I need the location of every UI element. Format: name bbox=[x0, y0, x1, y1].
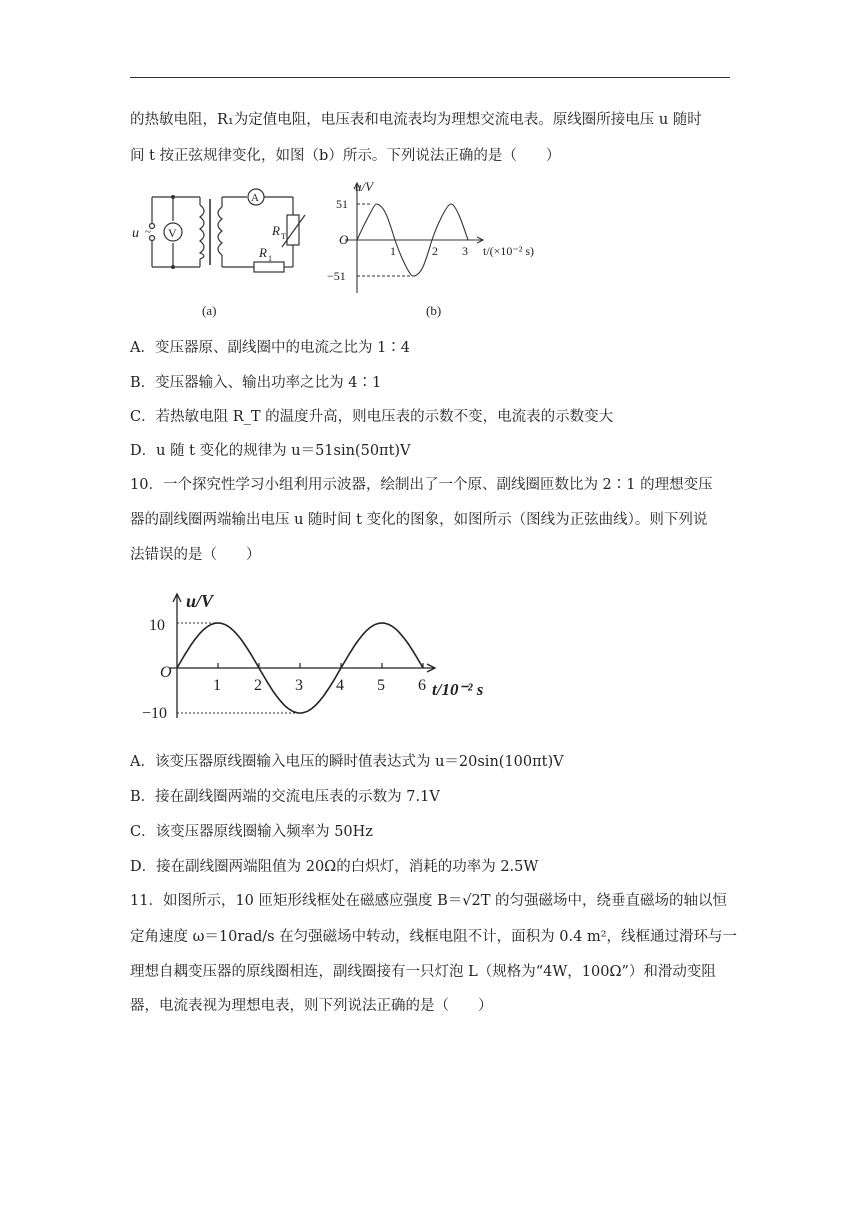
caption-b: (b) bbox=[426, 303, 442, 318]
ammeter-label: A bbox=[251, 192, 259, 204]
intro-line-2: 间 t 按正弦规律变化，如图（b）所示。下列说法正确的是（ ） bbox=[130, 148, 561, 164]
voltmeter-label: V bbox=[168, 226, 177, 240]
q11-line-3: 理想自耦变压器的原线圈相连，副线圈接有一只灯泡 L（规格为“4W，100Ω”）和滑动变阻 bbox=[130, 964, 716, 980]
graph-b-xtick-2: 2 bbox=[432, 244, 438, 258]
q10-line-2: 器的副线圈两端输出电压 u 随时间 t 变化的图象，如图所示（图线为正弦曲线）。则下列说 bbox=[130, 512, 708, 528]
chart-xtick-label-4: 4 bbox=[336, 677, 344, 694]
graph-b-origin: O bbox=[339, 232, 349, 247]
chart-ytick-neg: −10 bbox=[142, 705, 168, 722]
rt-subscript: T bbox=[281, 232, 286, 241]
label-u: u bbox=[132, 226, 139, 241]
q11-line-4: 器，电流表视为理想电表，则下列说法正确的是（ ） bbox=[130, 998, 493, 1014]
chart-xtick-label-5: 5 bbox=[377, 677, 385, 694]
r1-subscript: 1 bbox=[268, 254, 272, 263]
chart-xtick-label-1: 1 bbox=[213, 677, 221, 694]
r1-label: R bbox=[259, 245, 267, 260]
graph-b-xtick-1: 1 bbox=[390, 244, 396, 258]
tilde-symbol: ~ bbox=[145, 226, 151, 238]
chart-xlabel: t/10⁻² s bbox=[432, 680, 484, 699]
rt-label: R bbox=[272, 223, 280, 238]
chart-origin: O bbox=[160, 664, 172, 681]
chart-ylabel: u/V bbox=[186, 591, 214, 611]
q10-option-c: C．该变压器原线圈输入频率为 50Hz bbox=[130, 824, 373, 840]
q10-option-a: A．该变压器原线圈输入电压的瞬时值表达式为 u＝20sin(100πt)V bbox=[130, 754, 564, 770]
circuit-diagram-a bbox=[130, 185, 330, 285]
chart-xtick-label-2: 2 bbox=[254, 677, 262, 694]
q10-line-3: 法错误的是（ ） bbox=[130, 547, 261, 563]
q10-sine-chart bbox=[140, 585, 510, 725]
q9-option-a: A．变压器原、副线圈中的电流之比为 1∶4 bbox=[130, 340, 411, 356]
sine-graph-b bbox=[315, 175, 575, 300]
q10-option-b: B．接在副线圈两端的交流电压表的示数为 7.1V bbox=[130, 789, 440, 805]
q9-option-c: C．若热敏电阻 R_T 的温度升高，则电压表的示数不变，电流表的示数变大 bbox=[130, 409, 614, 425]
intro-line-1: 的热敏电阻，R₁为定值电阻，电压表和电流表均为理想交流电表。原线圈所接电压 u 随时 bbox=[130, 112, 702, 128]
chart-xtick-label-3: 3 bbox=[295, 677, 303, 694]
graph-b-ylabel: u/V bbox=[355, 179, 374, 194]
graph-b-ytick-pos: 51 bbox=[336, 197, 348, 211]
q9-option-d: D．u 随 t 变化的规律为 u＝51sin(50πt)V bbox=[130, 443, 411, 459]
q11-line-1: 11．如图所示，10 匝矩形线框处在磁感应强度 B＝√2T 的匀强磁场中，绕垂直磁场的轴以恒 bbox=[130, 893, 728, 909]
q10-line-1: 10．一个探究性学习小组利用示波器，绘制出了一个原、副线圈匝数比为 2∶1 的理想变压 bbox=[130, 477, 713, 493]
q10-option-d: D．接在副线圈两端阻值为 20Ω的白炽灯，消耗的功率为 2.5W bbox=[130, 859, 539, 875]
chart-ytick-pos: 10 bbox=[149, 617, 165, 634]
graph-b-ytick-neg: −51 bbox=[327, 269, 346, 283]
graph-b-xtick-3: 3 bbox=[462, 244, 468, 258]
q9-option-b: B．变压器输入、输出功率之比为 4∶1 bbox=[130, 375, 382, 391]
chart-xtick-label-6: 6 bbox=[418, 677, 426, 694]
top-rule bbox=[130, 77, 730, 78]
q11-line-2: 定角速度 ω＝10rad/s 在匀强磁场中转动，线框电阻不计，面积为 0.4 m²，线框通过滑环与一 bbox=[130, 929, 738, 945]
caption-a: (a) bbox=[202, 303, 217, 318]
graph-b-xlabel: t/(×10⁻² s) bbox=[483, 244, 535, 258]
